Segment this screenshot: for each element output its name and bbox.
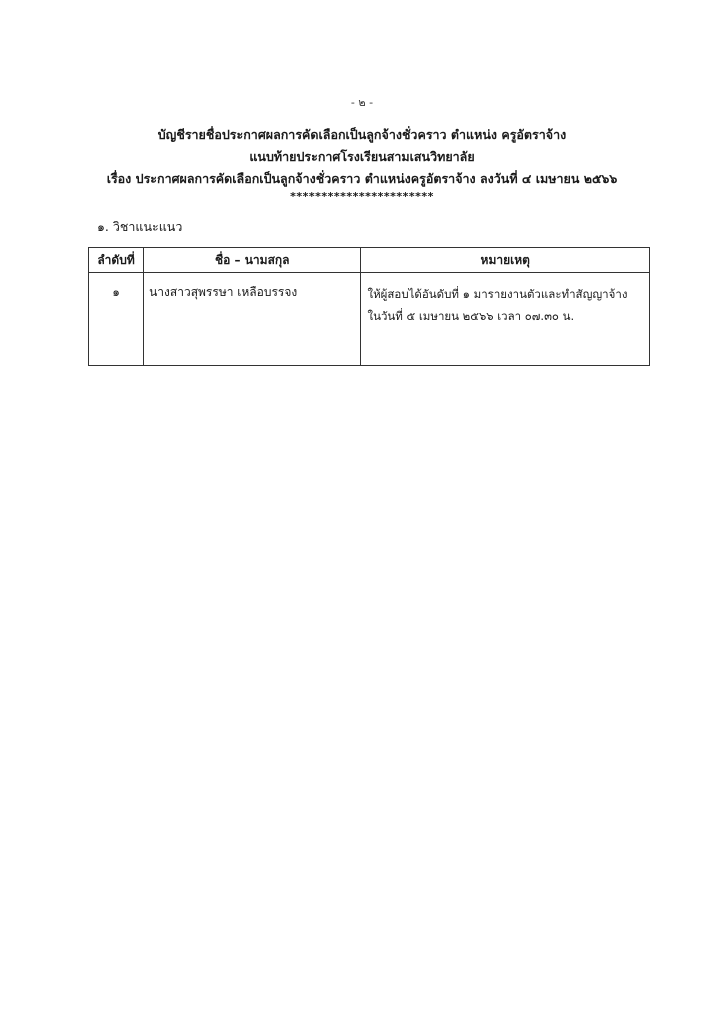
header-title-line-1: บัญชีรายชื่อประกาศผลการคัดเลือกเป็นลูกจ้างชั่วคราว ตำแหน่ง ครูอัตราจ้าง xyxy=(157,127,567,142)
cell-order: ๑ xyxy=(89,273,144,366)
header-separator: *********************** xyxy=(290,190,434,203)
table-header-row xyxy=(89,248,650,273)
page-number: - ๒ - xyxy=(350,96,374,109)
cell-remark xyxy=(361,273,650,366)
remark-line-2: ในวันที่ ๕ เมษายน ๒๕๖๖ เวลา ๐๗.๓๐ น. xyxy=(367,309,575,323)
header-name: ชื่อ – นามสกุล xyxy=(144,248,361,273)
cell-name: นางสาวสุพรรษา เหลือบรรจง xyxy=(144,273,361,366)
remark-line-1: ให้ผู้สอบได้อันดับที่ ๑ มารายงานตัวและทำสัญญาจ้าง xyxy=(367,287,628,301)
table-row xyxy=(89,273,650,366)
header-order: ลำดับที่ xyxy=(89,248,144,273)
header-title-line-2: แนบท้ายประกาศโรงเรียนสามเสนวิทยาลัย xyxy=(249,149,475,164)
header-remark: หมายเหตุ xyxy=(361,248,650,273)
header-subject-line: เรื่อง ประกาศผลการคัดเลือกเป็นลูกจ้างชั่วคราว ตำแหน่งครูอัตราจ้าง ลงวันที่ ๔ เมษายน ๒๕๖๖ xyxy=(106,171,618,186)
results-table xyxy=(88,247,650,366)
document-header xyxy=(0,124,724,204)
section-title: ๑. วิชาแนะแนว xyxy=(97,219,183,234)
